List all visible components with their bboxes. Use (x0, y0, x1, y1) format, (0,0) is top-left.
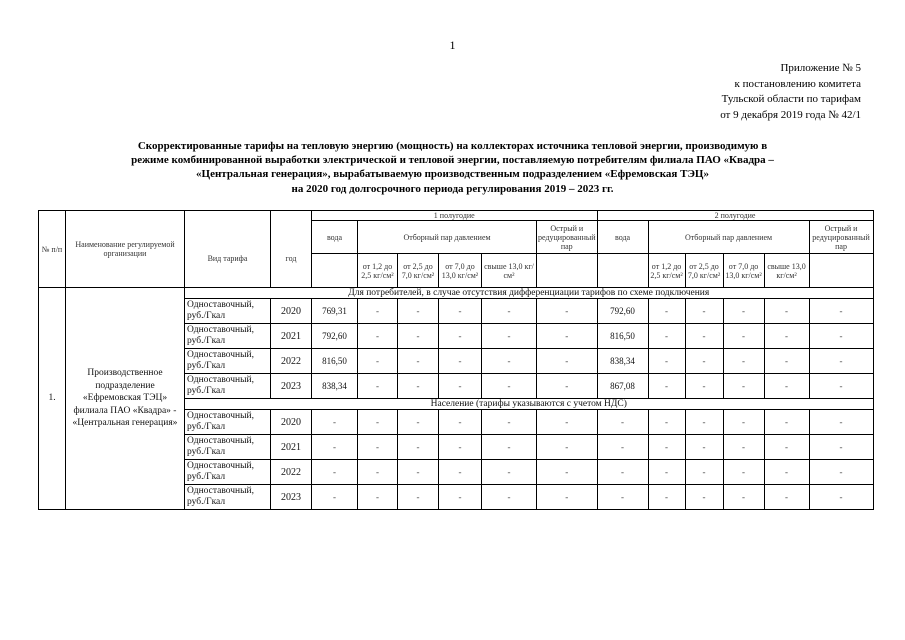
h1-pressure-1-2-cell: - (358, 324, 398, 349)
section-row (39, 288, 874, 299)
h2-pressure-1-2-cell: - (648, 410, 685, 435)
h1-sharp-steam-cell: - (537, 410, 598, 435)
h2-pressure-1-2-cell: - (648, 460, 685, 485)
h1-sharp-steam-cell: - (537, 299, 598, 324)
h2-pressure-13-cell: - (764, 374, 809, 399)
h2-pressure-1-2-cell: - (648, 485, 685, 510)
h1-pressure-2-5-cell: - (398, 410, 439, 435)
year-cell: 2022 (271, 349, 312, 374)
h2-water-cell: - (597, 435, 648, 460)
year-cell: 2023 (271, 485, 312, 510)
row-number: 1. (39, 288, 66, 510)
h2-pressure-13-cell: - (764, 460, 809, 485)
header-steam-pressure-2: Отборный пар давлением (648, 221, 809, 254)
h2-pressure-2-5-cell: - (685, 299, 723, 324)
tariff-table (38, 210, 874, 510)
rate-type-cell: Одноставочный, руб./Гкал (185, 485, 271, 510)
h1-pressure-2-5-cell: - (398, 485, 439, 510)
rate-type-cell: Одноставочный, руб./Гкал (185, 324, 271, 349)
h1-pressure-1-2-cell: - (358, 435, 398, 460)
h1-sharp-steam-cell: - (537, 349, 598, 374)
h2-water-cell: - (597, 410, 648, 435)
h1-pressure-7-0-cell: - (439, 324, 482, 349)
appendix-block (720, 61, 861, 123)
appendix-line: Тульской области по тарифам (721, 93, 861, 105)
h1-sharp-steam-cell: - (537, 374, 598, 399)
h1-pressure-13-cell: - (482, 410, 537, 435)
h1-pressure-7-0-cell: - (439, 460, 482, 485)
h1-pressure-2-5-cell: - (398, 299, 439, 324)
h1-water-cell: - (312, 485, 358, 510)
header-half-2: 2 полугодие (597, 211, 873, 221)
year-cell: 2022 (271, 460, 312, 485)
h1-sharp-steam-cell: - (537, 485, 598, 510)
h1-sharp-steam-cell: - (537, 460, 598, 485)
h1-water-cell: 769,31 (312, 299, 358, 324)
h1-pressure-2-5-cell: - (398, 349, 439, 374)
h2-water-cell: - (597, 485, 648, 510)
rate-type-cell: Одноставочный, руб./Гкал (185, 299, 271, 324)
h2-pressure-7-0-cell: - (723, 299, 764, 324)
h1-pressure-13-cell: - (482, 460, 537, 485)
h1-pressure-13-cell: - (482, 485, 537, 510)
rate-type-cell: Одноставочный, руб./Гкал (185, 460, 271, 485)
year-cell: 2020 (271, 410, 312, 435)
year-cell: 2021 (271, 324, 312, 349)
h2-pressure-7-0-cell: - (723, 349, 764, 374)
h1-pressure-7-0-cell: - (439, 299, 482, 324)
header-pressure-13: свыше 13,0 кг/см² (764, 254, 809, 288)
h1-pressure-7-0-cell: - (439, 410, 482, 435)
title-line: режиме комбинированной выработки электрической и тепловой энергии, поставляемую потребителям филиала ПАО «Квадра – (131, 154, 774, 167)
header-pressure-13: свыше 13,0 кг/см² (482, 254, 537, 288)
header-num: № п/п (39, 211, 66, 288)
year-cell: 2023 (271, 374, 312, 399)
h2-pressure-7-0-cell: - (723, 410, 764, 435)
h2-water-cell: 792,60 (597, 299, 648, 324)
h2-pressure-7-0-cell: - (723, 460, 764, 485)
h2-pressure-13-cell: - (764, 299, 809, 324)
h1-pressure-1-2-cell: - (358, 460, 398, 485)
rate-type-cell: Одноставочный, руб./Гкал (185, 435, 271, 460)
h2-sharp-steam-cell: - (809, 349, 873, 374)
rate-type-cell: Одноставочный, руб./Гкал (185, 410, 271, 435)
h1-pressure-7-0-cell: - (439, 349, 482, 374)
section-title: Для потребителей, в случае отсутствия дифференциации тарифов по схеме подключения (185, 288, 874, 299)
h1-pressure-1-2-cell: - (358, 299, 398, 324)
h1-water-cell: 792,60 (312, 324, 358, 349)
h2-pressure-1-2-cell: - (648, 299, 685, 324)
header-water-2: вода (597, 221, 648, 254)
h2-pressure-7-0-cell: - (723, 485, 764, 510)
h1-pressure-2-5-cell: - (398, 435, 439, 460)
h2-sharp-steam-cell: - (809, 460, 873, 485)
h1-pressure-1-2-cell: - (358, 374, 398, 399)
year-cell: 2020 (271, 299, 312, 324)
h2-pressure-13-cell: - (764, 349, 809, 374)
title-line: «Центральная генерация», вырабатываемую производственным подразделением «Ефремовская ТЭЦ» (196, 168, 709, 181)
h1-pressure-13-cell: - (482, 374, 537, 399)
h1-pressure-7-0-cell: - (439, 374, 482, 399)
h2-sharp-steam-cell: - (809, 299, 873, 324)
title-line: на 2020 год долгосрочного периода регулирования 2019 – 2023 гг. (291, 182, 614, 195)
h2-water-cell: 867,08 (597, 374, 648, 399)
h2-pressure-2-5-cell: - (685, 374, 723, 399)
h2-water-cell: 838,34 (597, 349, 648, 374)
h2-pressure-2-5-cell: - (685, 435, 723, 460)
h1-water-cell: 816,50 (312, 349, 358, 374)
h2-sharp-steam-cell: - (809, 410, 873, 435)
h2-pressure-1-2-cell: - (648, 324, 685, 349)
h2-pressure-13-cell: - (764, 410, 809, 435)
appendix-line: от 9 декабря 2019 года № 42/1 (720, 108, 861, 121)
h1-pressure-1-2-cell: - (358, 410, 398, 435)
h1-pressure-1-2-cell: - (358, 485, 398, 510)
document-title (60, 139, 845, 196)
h2-pressure-7-0-cell: - (723, 324, 764, 349)
h2-pressure-1-2-cell: - (648, 349, 685, 374)
h1-pressure-1-2-cell: - (358, 349, 398, 374)
h1-sharp-steam-cell: - (537, 324, 598, 349)
h1-pressure-13-cell: - (482, 349, 537, 374)
organization-name: Производственное подразделение «Ефремовская ТЭЦ» филиала ПАО «Квадра» - «Центральная генерация» (66, 288, 185, 510)
h1-water-cell: - (312, 410, 358, 435)
h2-pressure-2-5-cell: - (685, 349, 723, 374)
h2-sharp-steam-cell: - (809, 485, 873, 510)
h2-pressure-7-0-cell: - (723, 374, 764, 399)
h2-pressure-2-5-cell: - (685, 485, 723, 510)
h1-pressure-7-0-cell: - (439, 485, 482, 510)
h2-sharp-steam-cell: - (809, 324, 873, 349)
header-empty (312, 254, 358, 288)
h2-water-cell: 816,50 (597, 324, 648, 349)
year-cell: 2021 (271, 435, 312, 460)
h2-sharp-steam-cell: - (809, 435, 873, 460)
h1-pressure-2-5-cell: - (398, 324, 439, 349)
page-number: 1 (449, 38, 456, 52)
h2-pressure-13-cell: - (764, 485, 809, 510)
header-empty (537, 254, 598, 288)
header-empty (809, 254, 873, 288)
h2-sharp-steam-cell: - (809, 374, 873, 399)
h1-pressure-7-0-cell: - (439, 435, 482, 460)
header-org-name: Наименование регулируемой организации (66, 211, 185, 288)
h1-sharp-steam-cell: - (537, 435, 598, 460)
h1-pressure-2-5-cell: - (398, 460, 439, 485)
h2-pressure-2-5-cell: - (685, 410, 723, 435)
title-line: Скорректированные тарифы на тепловую энергию (мощность) на коллекторах источника тепловой энергии, производимую в (137, 140, 768, 152)
header-year: год (271, 211, 312, 288)
h2-pressure-1-2-cell: - (648, 435, 685, 460)
header-pressure-2-5: от 2,5 до 7,0 кг/см² (398, 254, 439, 288)
h1-pressure-13-cell: - (482, 435, 537, 460)
header-sharp-steam-1: Острый и редуцированный пар (537, 221, 598, 254)
header-water-1: вода (312, 221, 358, 254)
header-empty (597, 254, 648, 288)
header-pressure-2-5: от 2,5 до 7,0 кг/см² (685, 254, 723, 288)
rate-type-cell: Одноставочный, руб./Гкал (185, 374, 271, 399)
section-title: Население (тарифы указываются с учетом НДС) (185, 399, 874, 410)
h1-water-cell: 838,34 (312, 374, 358, 399)
h2-pressure-1-2-cell: - (648, 374, 685, 399)
h1-pressure-13-cell: - (482, 324, 537, 349)
header-sharp-steam-2: Острый и редуцированный пар (809, 221, 873, 254)
header-pressure-1-2: от 1,2 до 2,5 кг/см² (648, 254, 685, 288)
h1-water-cell: - (312, 460, 358, 485)
h2-pressure-13-cell: - (764, 324, 809, 349)
h1-pressure-13-cell: - (482, 299, 537, 324)
header-steam-pressure-1: Отборный пар давлением (358, 221, 537, 254)
header-pressure-1-2: от 1,2 до 2,5 кг/см² (358, 254, 398, 288)
h2-pressure-13-cell: - (764, 435, 809, 460)
appendix-line: к постановлению комитета (734, 77, 861, 90)
h2-water-cell: - (597, 460, 648, 485)
h2-pressure-2-5-cell: - (685, 324, 723, 349)
h2-pressure-7-0-cell: - (723, 435, 764, 460)
header-half-1: 1 полугодие (312, 211, 598, 221)
header-rate-type: Вид тарифа (185, 211, 271, 288)
header-pressure-7-0: от 7,0 до 13,0 кг/см² (439, 254, 482, 288)
header-pressure-7-0: от 7,0 до 13,0 кг/см² (723, 254, 764, 288)
h2-pressure-2-5-cell: - (685, 460, 723, 485)
h1-water-cell: - (312, 435, 358, 460)
appendix-line: Приложение № 5 (780, 62, 861, 74)
rate-type-cell: Одноставочный, руб./Гкал (185, 349, 271, 374)
h1-pressure-2-5-cell: - (398, 374, 439, 399)
